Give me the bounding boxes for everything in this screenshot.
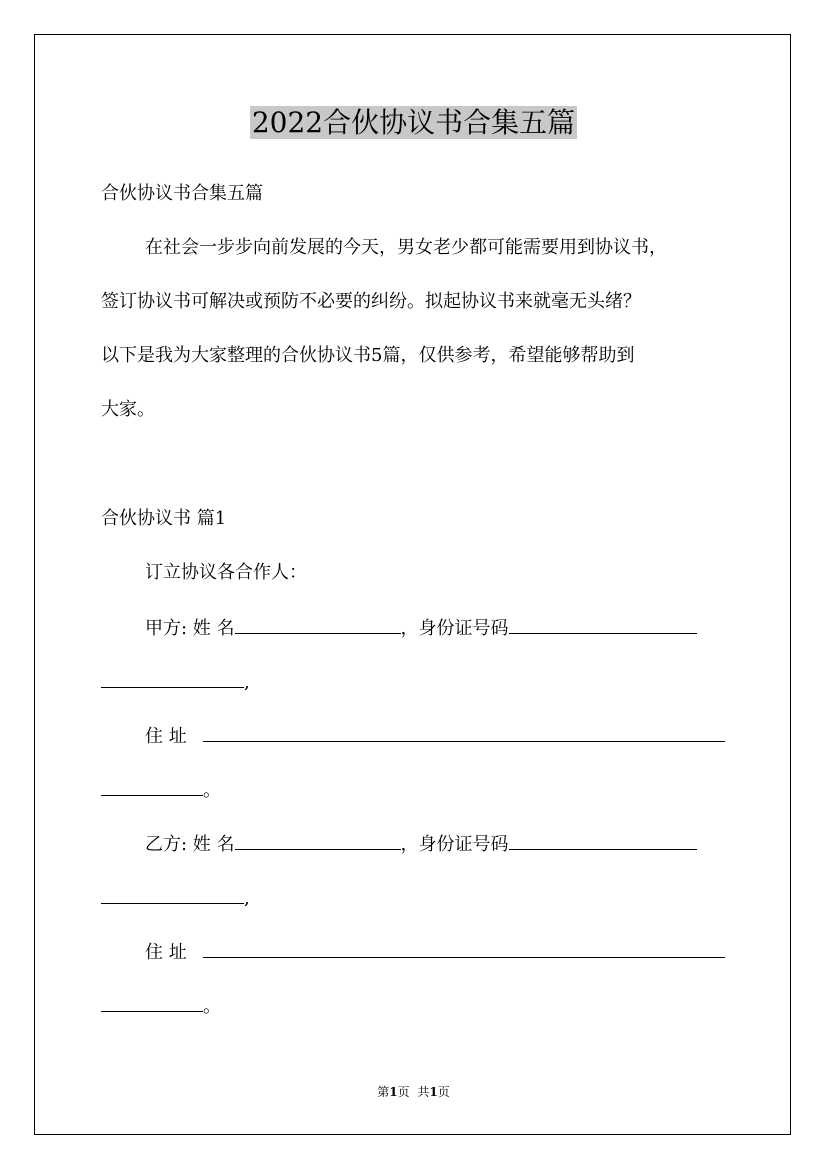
subtitle: 合伙协议书合集五篇 xyxy=(101,183,263,204)
page-footer xyxy=(0,1084,827,1100)
party-b-address-blank-continued xyxy=(101,993,203,1012)
party-a-address-row xyxy=(145,723,725,749)
party-b-name-row xyxy=(145,831,697,857)
party-a-address-label: 住 址 xyxy=(145,726,187,747)
footer-total-unit: 页 xyxy=(437,1085,450,1099)
intro-line-1: 在社会一步步向前发展的今天，男女老少都可能需要用到协议书， xyxy=(145,237,667,258)
party-a-id-label: 身份证号码 xyxy=(418,618,509,639)
party-b-address-continued-row xyxy=(101,993,221,1019)
party-a-address-continued-row xyxy=(101,777,221,803)
party-b-id-blank xyxy=(509,831,697,850)
party-b-id-label: 身份证号码 xyxy=(418,834,509,855)
parties-label: 订立协议各合作人： xyxy=(145,562,307,583)
party-a-id-blank-continued xyxy=(101,669,244,688)
party-a-comma: ， xyxy=(400,618,419,639)
footer-page-number: 1 xyxy=(389,1085,398,1099)
party-a-address-blank xyxy=(203,723,725,742)
party-b-address-blank xyxy=(203,939,725,958)
party-a-id-continued-row xyxy=(101,669,250,695)
party-a-name-label: 甲方: 姓 名 xyxy=(145,618,235,639)
party-a-address-blank-continued xyxy=(101,777,203,796)
footer-total-prefix: 共 xyxy=(417,1085,430,1099)
document-title-text: 2022合伙协议书合集五篇 xyxy=(251,106,576,139)
party-a-id-blank xyxy=(509,615,697,634)
footer-total-pages: 1 xyxy=(429,1085,438,1099)
section-heading: 合伙协议书 篇1 xyxy=(101,508,227,529)
party-b-id-blank-continued xyxy=(101,885,244,904)
party-b-id-continued-row xyxy=(101,885,250,911)
footer-prefix: 第 xyxy=(377,1085,390,1099)
intro-line-3: 以下是我为大家整理的合伙协议书5篇，仅供参考，希望能够帮助到 xyxy=(101,345,635,366)
party-b-address-label: 住 址 xyxy=(145,942,187,963)
intro-line-4: 大家。 xyxy=(101,399,155,420)
party-b-name-blank xyxy=(235,831,401,850)
party-b-comma: ， xyxy=(400,834,419,855)
party-b-address-row xyxy=(145,939,725,965)
party-b-address-end: 。 xyxy=(203,996,221,1017)
party-a-name-blank xyxy=(235,615,401,634)
party-a-address-end: 。 xyxy=(203,780,221,801)
party-a-name-row xyxy=(145,615,697,641)
document-title xyxy=(0,103,827,143)
footer-page-unit: 页 xyxy=(397,1085,410,1099)
party-b-id-end: , xyxy=(244,888,250,909)
party-b-name-label: 乙方: 姓 名 xyxy=(145,834,235,855)
party-a-id-end: , xyxy=(244,672,250,693)
intro-line-2: 签订协议书可解决或预防不必要的纠纷。拟起协议书来就毫无头绪？ xyxy=(101,291,641,312)
